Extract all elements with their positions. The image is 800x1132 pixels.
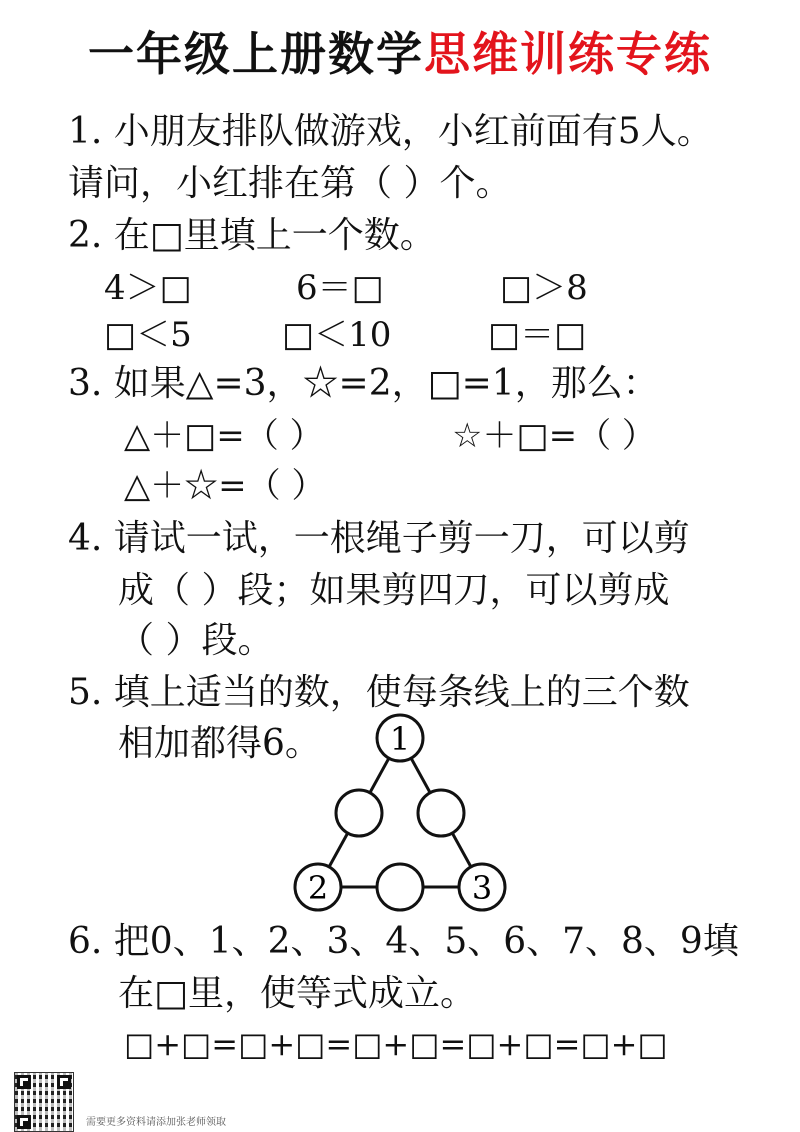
q3-eq3: △＋☆=（ ） <box>124 466 326 506</box>
q5-line1: 5. 填上适当的数，使每条线上的三个数 <box>68 672 690 713</box>
q2-eq5: □＜10 <box>282 315 392 355</box>
circle-bottom-right-number: 3 <box>471 869 493 907</box>
circle-mid-right[interactable] <box>418 790 464 836</box>
q4-line3: （ ）段。 <box>118 620 274 661</box>
circle-mid-left[interactable] <box>336 790 382 836</box>
q1-line2: 请问，小红排在第（ ）个。 <box>68 163 512 204</box>
q4-line1: 4. 请试一试，一根绳子剪一刀，可以剪 <box>68 518 690 559</box>
q1-line1: 1. 小朋友排队做游戏，小红前面有5人。 <box>68 111 713 152</box>
circle-bottom-left-number: 2 <box>307 869 329 907</box>
q3-eq2: ☆＋□=（ ） <box>452 416 656 456</box>
q2-line1: 2. 在□里填上一个数。 <box>68 215 436 256</box>
footer <box>14 1072 226 1132</box>
qr-finder-icon <box>57 1075 71 1089</box>
qr-finder-icon <box>17 1075 31 1089</box>
circle-top-number: 1 <box>389 720 411 758</box>
q2-eq1: 4＞□ <box>104 268 192 308</box>
qr-finder-icon <box>17 1115 31 1129</box>
footer-text: 需要更多资料请添加张老师领取 <box>86 1117 226 1128</box>
q4-line2: 成（ ）段；如果剪四刀，可以剪成 <box>118 570 670 611</box>
q3-line1: 3. 如果△=3，☆=2，□=1，那么： <box>68 363 659 404</box>
q2-eq6: □＝□ <box>488 315 587 355</box>
triangle-svg <box>280 705 520 915</box>
circle-bottom-mid[interactable] <box>377 864 423 910</box>
q6-line1: 6. 把0、1、2、3、4、5、6、7、8、9填 <box>68 921 739 962</box>
q2-eq3: □＞8 <box>500 268 588 308</box>
q6-line2: 在□里，使等式成立。 <box>118 973 477 1014</box>
triangle-diagram <box>280 705 520 919</box>
worksheet-title <box>0 18 800 84</box>
q5-line2: 相加都得6。 <box>118 723 321 764</box>
q6-equation: □+□=□+□=□+□=□+□=□+□ <box>124 1025 668 1063</box>
qr-code-icon <box>14 1072 74 1132</box>
q2-eq4: □＜5 <box>104 315 192 355</box>
q2-eq2: 6＝□ <box>296 268 384 308</box>
title-red-part: 思维训练专练 <box>424 27 712 81</box>
title-black-part: 一年级上册数学 <box>88 27 424 81</box>
q3-eq1: △＋□=（ ） <box>124 416 324 456</box>
